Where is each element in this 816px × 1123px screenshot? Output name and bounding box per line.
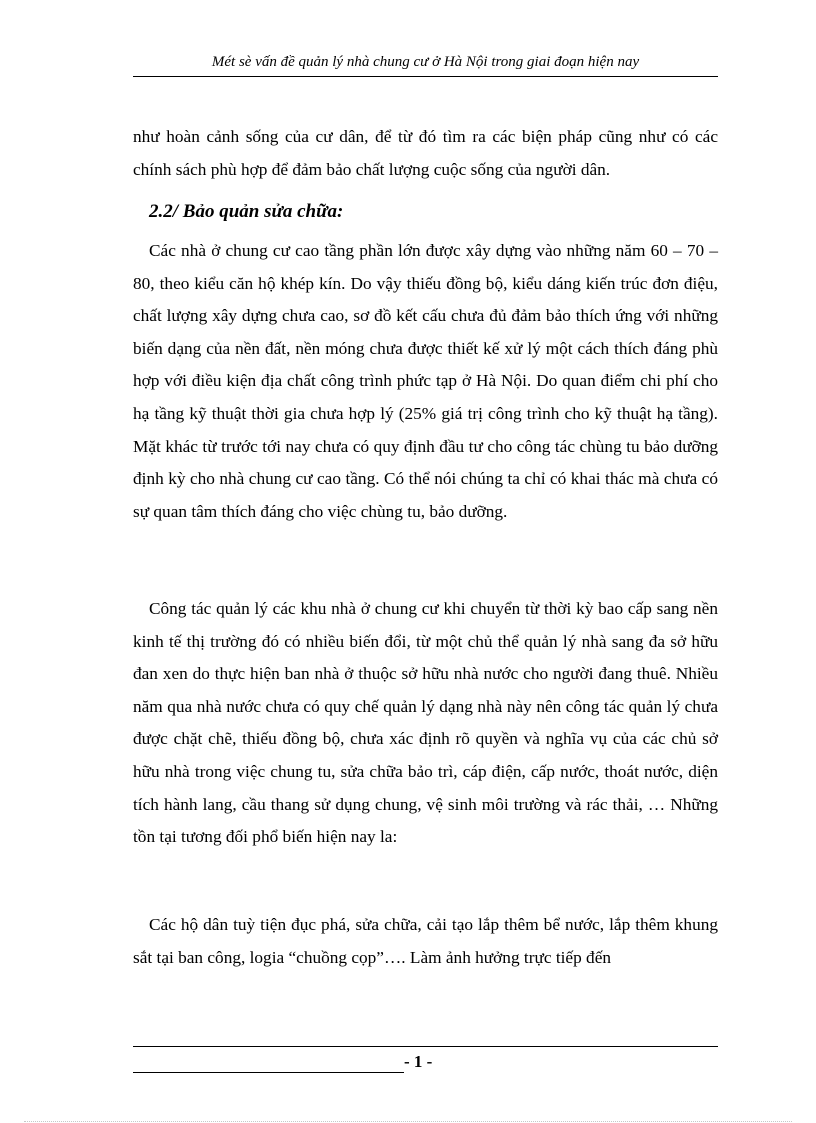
page-edge-dotted-line (24, 1121, 792, 1122)
intro-paragraph: như hoàn cảnh sống của cư dân, để từ đó tìm ra các biện pháp cũng như có các chính sách phù hợp để đảm bảo chất lượng cuộc sống của người dân. (133, 127, 718, 179)
paragraph-2: Công tác quản lý các khu nhà ở chung cư khi chuyển từ thời kỳ bao cấp sang nền kinh tế thị trường đó có nhiều biến đổi, từ một chủ thể quản lý nhà sang đa sở hữu đan xen do thực hiện ban nhà ở thuộc sở hữu nhà nước cho người đang thuê. Nhiều năm qua nhà nước chưa có quy chế quản lý dạng nhà này nên công tác quản lý chưa được chặt chẽ, thiếu đồng bộ, chưa xác định rõ quyền và nghĩa vụ của các chủ sở hữu nhà trong việc chung tu, sửa chữa bảo trì, cáp điện, cấp nước, thoát nước, diện tích hành lang, cầu thang sử dụng chung, vệ sinh môi trường và rác thải, … Những tồn tại tương đối phổ biến hiện nay la: (133, 599, 718, 847)
header-divider (133, 76, 718, 77)
footer-short-divider (133, 1072, 404, 1073)
paragraph-3: Các hộ dân tuỳ tiện đục phá, sửa chữa, cải tạo lắp thêm bể nước, lắp thêm khung sắt tại ban công, logia “chuồng cọp”…. Làm ảnh hưởng trực tiếp đến (133, 915, 718, 967)
page-number: - 1 - (404, 1052, 433, 1071)
paragraph-1: Các nhà ở chung cư cao tầng phần lớn được xây dựng vào những năm 60 – 70 – 80, theo kiểu căn hộ khép kín. Do vậy thiếu đồng bộ, kiểu dáng kiến trúc đơn điệu, chất lượng xây dựng chưa cao, sơ đồ kết cấu chưa đủ đảm bảo thích ứng với những biến dạng của nền đất, nền móng chưa được thiết kế xử lý một cách thích đáng phù hợp với điều kiện địa chất công trình phức tạp ở Hà Nội. Do quan điểm chi phí cho hạ tầng kỹ thuật thời gia chưa hợp lý (25% giá trị công trình cho kỹ thuật hạ tầng). Mặt khác từ trước tới nay chưa có quy định đầu tư cho công tác chùng tu bảo dưỡng định kỳ cho nhà chung cư cao tầng. Có thể nói chúng ta chỉ có khai thác mà chưa có sự quan tâm thích đáng cho việc chùng tu, bảo dưỡng. (133, 241, 718, 521)
section-heading: 2.2/ Bảo quản sửa chữa: (149, 201, 344, 222)
running-header: Mét sè vấn đề quản lý nhà chung cư ở Hà Nội trong giai đoạn hiện nay (211, 54, 640, 70)
footer-divider (133, 1046, 718, 1047)
